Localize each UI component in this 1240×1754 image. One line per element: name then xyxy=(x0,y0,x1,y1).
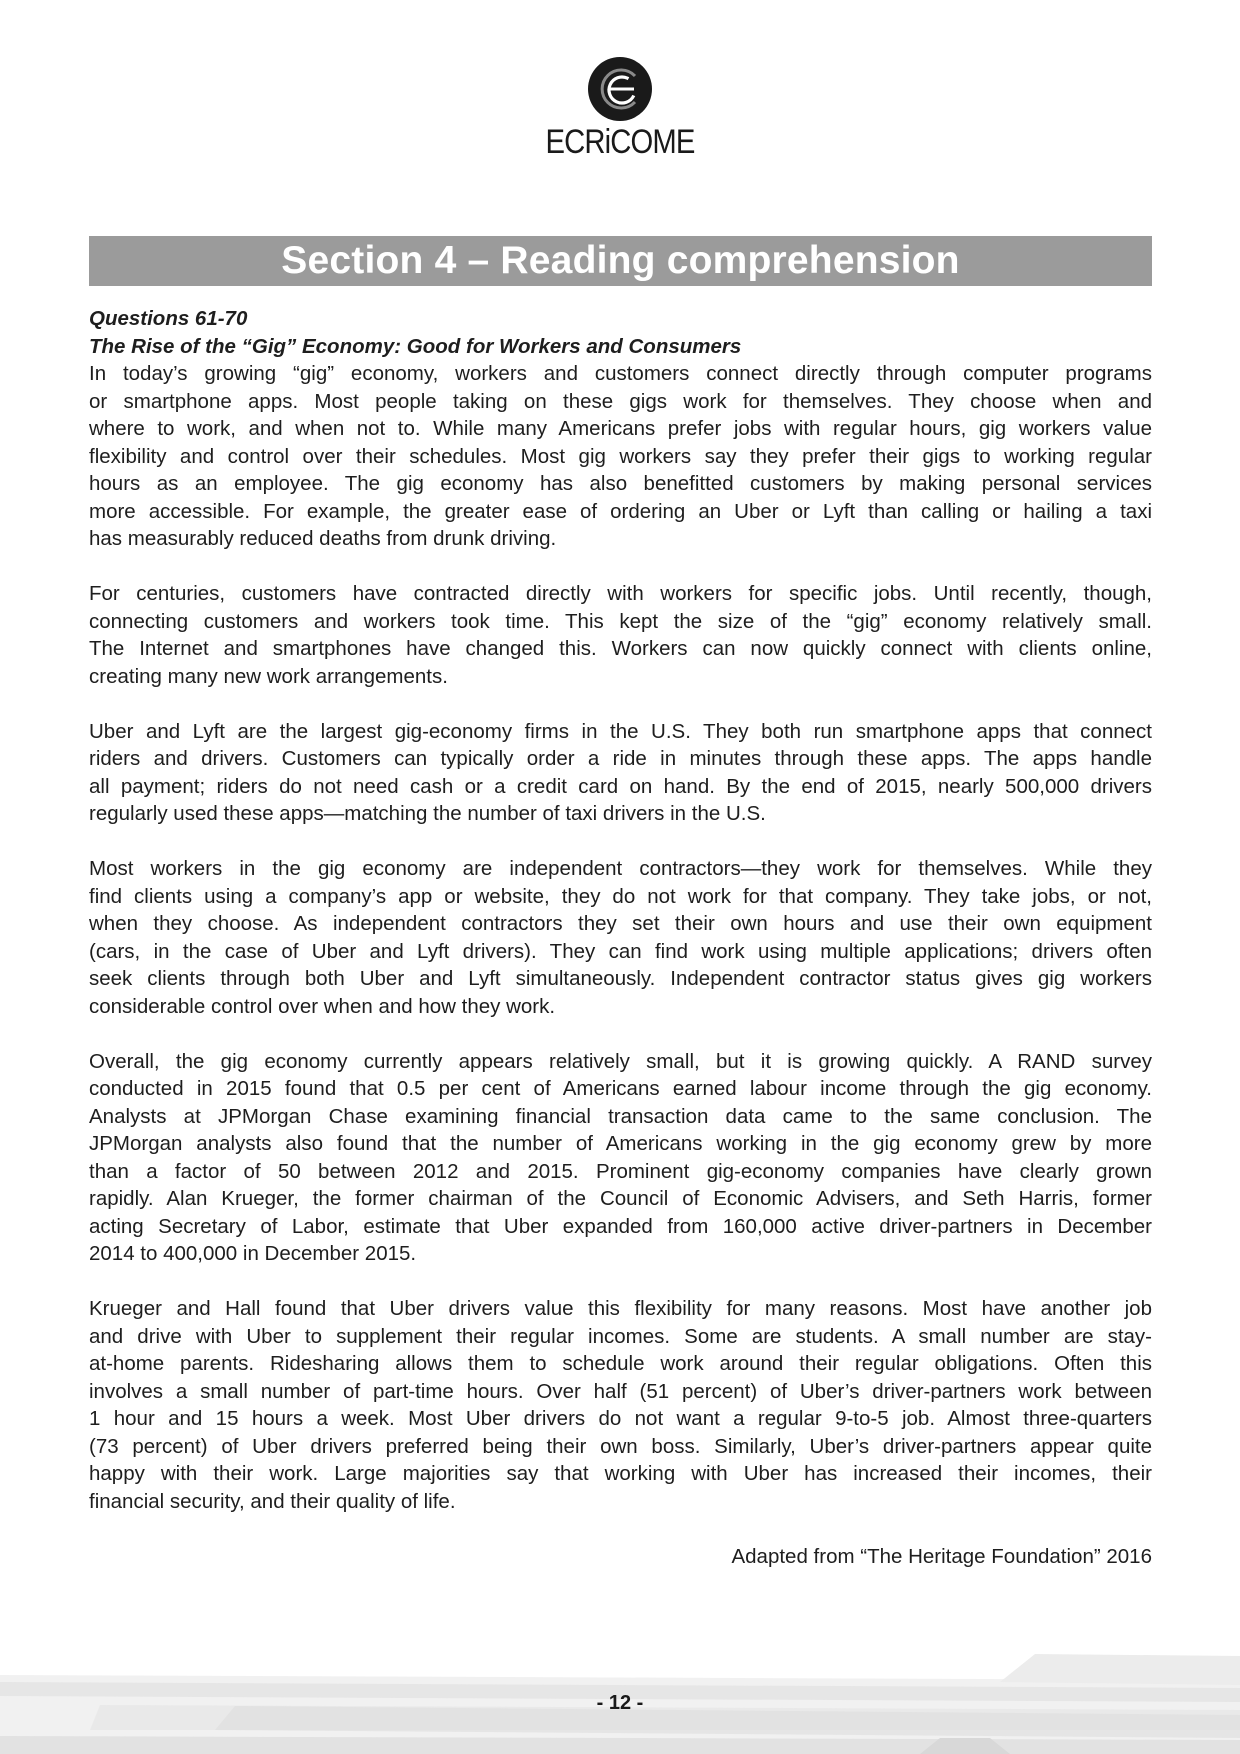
paragraph-line: acting Secretary of Labor, estimate that Uber expanded from 160,000 active driver-partners in December xyxy=(89,1214,1152,1238)
paragraph-line: all payment; riders do not need cash or a credit card on hand. By the end of 2015, nearly 500,000 drivers xyxy=(89,774,1152,798)
paragraph-line: Analysts at JPMorgan Chase examining financial transaction data came to the same conclusion. The xyxy=(89,1104,1152,1128)
paragraph-line: where to work, and when not to. While many Americans prefer jobs with regular hours, gig workers value xyxy=(89,417,1152,440)
paragraph-line: The Internet and smartphones have changed this. Workers can now quickly connect with clients online, xyxy=(89,637,1152,660)
passage xyxy=(89,305,1152,1570)
passage-title: The Rise of the “Gig” Economy: Good for Workers and Consumers xyxy=(89,334,742,358)
paragraph-line: and drive with Uber to supplement their regular incomes. Some are students. A small number are stay- xyxy=(89,1324,1152,1348)
paragraph-line: involves a small number of part-time hours. Over half (51 percent) of Uber’s driver-partners work between xyxy=(89,1379,1152,1403)
paragraph-line: Most workers in the gig economy are independent contractors—they work for themselves. While they xyxy=(89,857,1152,880)
paragraph xyxy=(89,855,1152,1020)
paragraph-line: conducted in 2015 found that 0.5 per cent of Americans earned labour income through the gig economy. xyxy=(89,1077,1152,1100)
paragraph-line: at-home parents. Ridesharing allows them to schedule work around their regular obligations. Often this xyxy=(89,1352,1152,1375)
section-header-bar xyxy=(89,236,1152,286)
paragraph-line: or smartphone apps. Most people taking on these gigs work for themselves. They choose when and xyxy=(89,389,1152,413)
paragraph-line: riders and drivers. Customers can typically order a ride in minutes through these apps. The apps handle xyxy=(89,747,1152,770)
source-attribution: Adapted from “The Heritage Foundation” 2016 xyxy=(731,1544,1152,1568)
paragraph-line: seek clients through both Uber and Lyft simultaneously. Independent contractor status gives gig workers xyxy=(89,967,1152,990)
paragraph xyxy=(89,1048,1152,1268)
paragraph-line: creating many new work arrangements. xyxy=(89,664,448,688)
paragraph xyxy=(89,360,1152,553)
passage-body xyxy=(89,360,1152,1515)
paragraph-line: than a factor of 50 between 2012 and 2015. Prominent gig-economy companies have clearly grown xyxy=(89,1159,1152,1183)
paragraph-line: In today’s growing “gig” economy, workers and customers connect directly through computer programs xyxy=(89,362,1152,385)
paragraph-line: connecting customers and workers took time. This kept the size of the “gig” economy relatively small. xyxy=(89,609,1152,633)
paragraph-line: 2014 to 400,000 in December 2015. xyxy=(89,1242,417,1265)
paragraph-line: regularly used these apps—matching the number of taxi drivers in the U.S. xyxy=(89,802,766,825)
paragraph xyxy=(89,580,1152,690)
questions-label: Questions 61-70 xyxy=(89,307,248,330)
paragraph-line: find clients using a company’s app or website, they do not work for that company. They take jobs, or not, xyxy=(89,884,1152,908)
page-number: - 12 - xyxy=(596,1692,644,1714)
paragraph-line: For centuries, customers have contracted directly with workers for specific jobs. Until recently, though, xyxy=(89,582,1152,605)
paragraph-line: hours as an employee. The gig economy has also benefitted customers by making personal services xyxy=(89,472,1152,495)
logo-wordmark: ECRiCOME xyxy=(545,123,695,161)
section-title: Section 4 – Reading comprehension xyxy=(281,239,960,282)
paragraph-line: JPMorgan analysts also found that the number of Americans working in the gig economy grew by more xyxy=(89,1132,1152,1155)
paragraph-line: has measurably reduced deaths from drunk driving. xyxy=(89,527,557,550)
paragraph-line: Uber and Lyft are the largest gig-economy firms in the U.S. They both run smartphone apps that connect xyxy=(89,719,1152,743)
ecricome-logo xyxy=(0,56,1240,159)
paragraph xyxy=(89,718,1152,828)
paragraph-line: financial security, and their quality of life. xyxy=(89,1489,456,1513)
paragraph-line: more accessible. For example, the greater ease of ordering an Uber or Lyft than calling or hailing a taxi xyxy=(89,499,1152,523)
paragraph-line: (cars, in the case of Uber and Lyft drivers). They can find work using multiple applications; drivers often xyxy=(89,939,1152,963)
paragraph-line: considerable control over when and how they work. xyxy=(89,994,556,1018)
paragraph-line: when they choose. As independent contractors they set their own hours and use their own equipment xyxy=(89,912,1152,935)
paragraph-line: 1 hour and 15 hours a week. Most Uber drivers do not want a regular 9-to-5 job. Almost three-quarters xyxy=(89,1407,1152,1430)
paragraph-line: Overall, the gig economy currently appears relatively small, but it is growing quickly. A RAND survey xyxy=(89,1049,1152,1073)
paragraph-line: happy with their work. Large majorities say that working with Uber has increased their incomes, their xyxy=(89,1462,1152,1485)
paragraph-line: flexibility and control over their schedules. Most gig workers say they prefer their gigs to working regular xyxy=(89,444,1152,468)
paragraph-line: Krueger and Hall found that Uber drivers value this flexibility for many reasons. Most have another job xyxy=(89,1297,1152,1320)
paragraph xyxy=(89,1295,1152,1515)
paragraph-line: (73 percent) of Uber drivers preferred being their own boss. Similarly, Uber’s driver-partners appear quite xyxy=(89,1434,1152,1458)
ecricome-logo-icon xyxy=(587,56,653,122)
paragraph-line: rapidly. Alan Krueger, the former chairman of the Council of Economic Advisers, and Seth Harris, former xyxy=(89,1187,1152,1210)
